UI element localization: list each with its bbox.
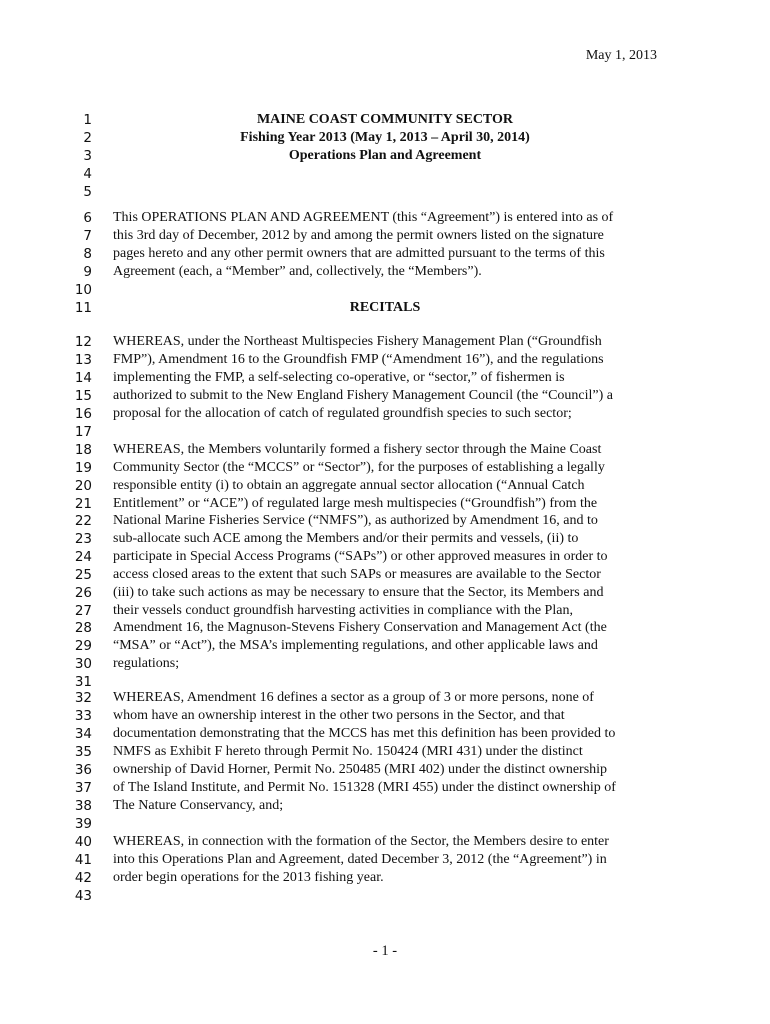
document-line	[0, 761, 770, 779]
document-line	[0, 333, 770, 351]
document-line	[0, 779, 770, 797]
line-number: 15	[74, 388, 92, 404]
line-number: 40	[74, 834, 92, 850]
line-text: WHEREAS, the Members voluntarily formed a fishery sector through the Maine Coast	[113, 442, 602, 457]
document-line	[0, 743, 770, 761]
page-number: - 1 -	[372, 943, 398, 959]
line-text: into this Operations Plan and Agreement, dated December 3, 2012 (the “Agreement”) in	[113, 852, 607, 867]
line-number: 26	[74, 585, 92, 601]
line-text: This OPERATIONS PLAN AND AGREEMENT (this “Agreement”) is entered into as of	[113, 210, 614, 225]
document-line	[0, 707, 770, 725]
line-text: The Nature Conservancy, and;	[113, 798, 284, 813]
document-line	[0, 299, 770, 317]
document-line	[0, 441, 770, 459]
document-line	[0, 423, 770, 441]
document-line	[0, 689, 770, 707]
line-number: 32	[74, 690, 92, 706]
line-text: National Marine Fisheries Service (“NMFS”), as authorized by Amendment 16, and to	[113, 513, 598, 528]
line-number: 39	[74, 816, 92, 832]
document-line	[0, 129, 770, 147]
line-text: sub-allocate such ACE among the Members and/or their permits and vessels, (ii) to	[113, 531, 579, 546]
line-number: 30	[74, 656, 92, 672]
heading-text: Operations Plan and Agreement	[288, 148, 482, 163]
line-number: 4	[83, 166, 92, 182]
line-number: 9	[83, 264, 92, 280]
document-line	[0, 851, 770, 869]
document-line	[0, 165, 770, 183]
line-text: ownership of David Horner, Permit No. 250485 (MRI 402) under the distinct ownership	[113, 762, 608, 777]
line-text: WHEREAS, in connection with the formation of the Sector, the Members desire to enter	[113, 834, 609, 849]
line-number: 29	[74, 638, 92, 654]
document-line	[0, 245, 770, 263]
line-number: 1	[83, 112, 92, 128]
line-number: 35	[74, 744, 92, 760]
line-text: Amendment 16, the Magnuson-Stevens Fishery Conservation and Management Act (the	[113, 620, 607, 635]
document-line	[0, 495, 770, 513]
line-number: 12	[74, 334, 92, 350]
document-line	[0, 548, 770, 566]
line-text: Community Sector (the “MCCS” or “Sector”), for the purposes of establishing a legally	[113, 460, 605, 475]
document-line	[0, 281, 770, 299]
line-text: FMP”), Amendment 16 to the Groundfish FMP (“Amendment 16”), and the regulations	[113, 352, 604, 367]
line-text: implementing the FMP, a self-selecting co-operative, or “sector,” of fishermen is	[113, 370, 565, 385]
line-text: participate in Special Access Programs (“SAPs”) or other approved measures in order to	[113, 549, 608, 564]
line-number: 17	[74, 424, 92, 440]
line-number: 34	[74, 726, 92, 742]
line-number: 8	[83, 246, 92, 262]
document-line	[0, 887, 770, 905]
document-line	[0, 111, 770, 129]
document-line	[0, 512, 770, 530]
document-line	[0, 602, 770, 620]
line-number: 42	[74, 870, 92, 886]
line-text: authorized to submit to the New England Fishery Management Council (the “Council”) a	[113, 388, 613, 403]
line-number: 31	[74, 674, 92, 690]
document-line	[0, 530, 770, 548]
line-number: 18	[74, 442, 92, 458]
line-text: WHEREAS, Amendment 16 defines a sector as a group of 3 or more persons, none of	[113, 690, 594, 705]
document-line	[0, 655, 770, 673]
line-text: whom have an ownership interest in the other two persons in the Sector, and that	[113, 708, 565, 723]
document-line	[0, 351, 770, 369]
line-number: 20	[74, 478, 92, 494]
document-line	[0, 725, 770, 743]
line-number: 24	[74, 549, 92, 565]
document-line	[0, 387, 770, 405]
line-text: access closed areas to the extent that such SAPs or measures are available to the Sector	[113, 567, 601, 582]
document-line	[0, 797, 770, 815]
document-line	[0, 405, 770, 423]
line-text: Agreement (each, a “Member” and, collectively, the “Members”).	[113, 264, 482, 279]
document-line	[0, 584, 770, 602]
line-number: 7	[83, 228, 92, 244]
line-text: “MSA” or “Act”), the MSA’s implementing regulations, and other applicable laws and	[113, 638, 598, 653]
line-number: 3	[83, 148, 92, 164]
line-number: 41	[74, 852, 92, 868]
line-number: 5	[83, 184, 92, 200]
line-number: 22	[74, 513, 92, 529]
line-number: 25	[74, 567, 92, 583]
line-text: NMFS as Exhibit F hereto through Permit No. 150424 (MRI 431) under the distinct	[113, 744, 583, 759]
line-number: 19	[74, 460, 92, 476]
document-line	[0, 263, 770, 281]
document-date: May 1, 2013	[585, 48, 657, 63]
document-line	[0, 477, 770, 495]
line-number: 28	[74, 620, 92, 636]
line-text: proposal for the allocation of catch of regulated groundfish species to such sector;	[113, 406, 572, 421]
line-text: order begin operations for the 2013 fishing year.	[113, 870, 384, 885]
line-number: 13	[74, 352, 92, 368]
line-number: 43	[74, 888, 92, 904]
line-number: 38	[74, 798, 92, 814]
line-number: 10	[74, 282, 92, 298]
document-line	[0, 459, 770, 477]
line-number: 21	[74, 496, 92, 512]
line-text: regulations;	[113, 656, 180, 671]
line-text: their vessels conduct groundfish harvesting activities in compliance with the Plan,	[113, 603, 573, 618]
line-number: 11	[74, 300, 92, 316]
line-text: documentation demonstrating that the MCCS has met this definition has been provided to	[113, 726, 616, 741]
document-line	[0, 369, 770, 387]
line-text: of The Island Institute, and Permit No. 151328 (MRI 455) under the distinct ownership of	[113, 780, 616, 795]
document-line	[0, 815, 770, 833]
line-number: 14	[74, 370, 92, 386]
line-text: Entitlement” or “ACE”) of regulated large mesh multispecies (“Groundfish”) from the	[113, 496, 598, 511]
line-number: 37	[74, 780, 92, 796]
document-line	[0, 147, 770, 165]
document-line	[0, 183, 770, 201]
line-text: responsible entity (i) to obtain an aggregate annual sector allocation (“Annual Catch	[113, 478, 585, 493]
line-text: WHEREAS, under the Northeast Multispecies Fishery Management Plan (“Groundfish	[113, 334, 602, 349]
line-text: this 3rd day of December, 2012 by and among the permit owners listed on the signature	[113, 228, 604, 243]
heading-text: Fishing Year 2013 (May 1, 2013 – April 30, 2014)	[240, 130, 530, 145]
line-number: 33	[74, 708, 92, 724]
line-number: 6	[83, 210, 92, 226]
document-line	[0, 566, 770, 584]
heading-text: MAINE COAST COMMUNITY SECTOR	[256, 112, 514, 127]
line-text: pages hereto and any other permit owners that are admitted pursuant to the terms of this	[113, 246, 605, 261]
line-text: (iii) to take such actions as may be necessary to ensure that the Sector, its Members and	[113, 585, 604, 600]
line-number: 16	[74, 406, 92, 422]
document-line	[0, 227, 770, 245]
document-line	[0, 833, 770, 851]
document-line	[0, 209, 770, 227]
line-number: 2	[83, 130, 92, 146]
document-line	[0, 619, 770, 637]
line-number: 36	[74, 762, 92, 778]
line-number: 27	[74, 603, 92, 619]
heading-text: RECITALS	[349, 300, 421, 315]
document-line	[0, 869, 770, 887]
document-line	[0, 637, 770, 655]
line-number: 23	[74, 531, 92, 547]
